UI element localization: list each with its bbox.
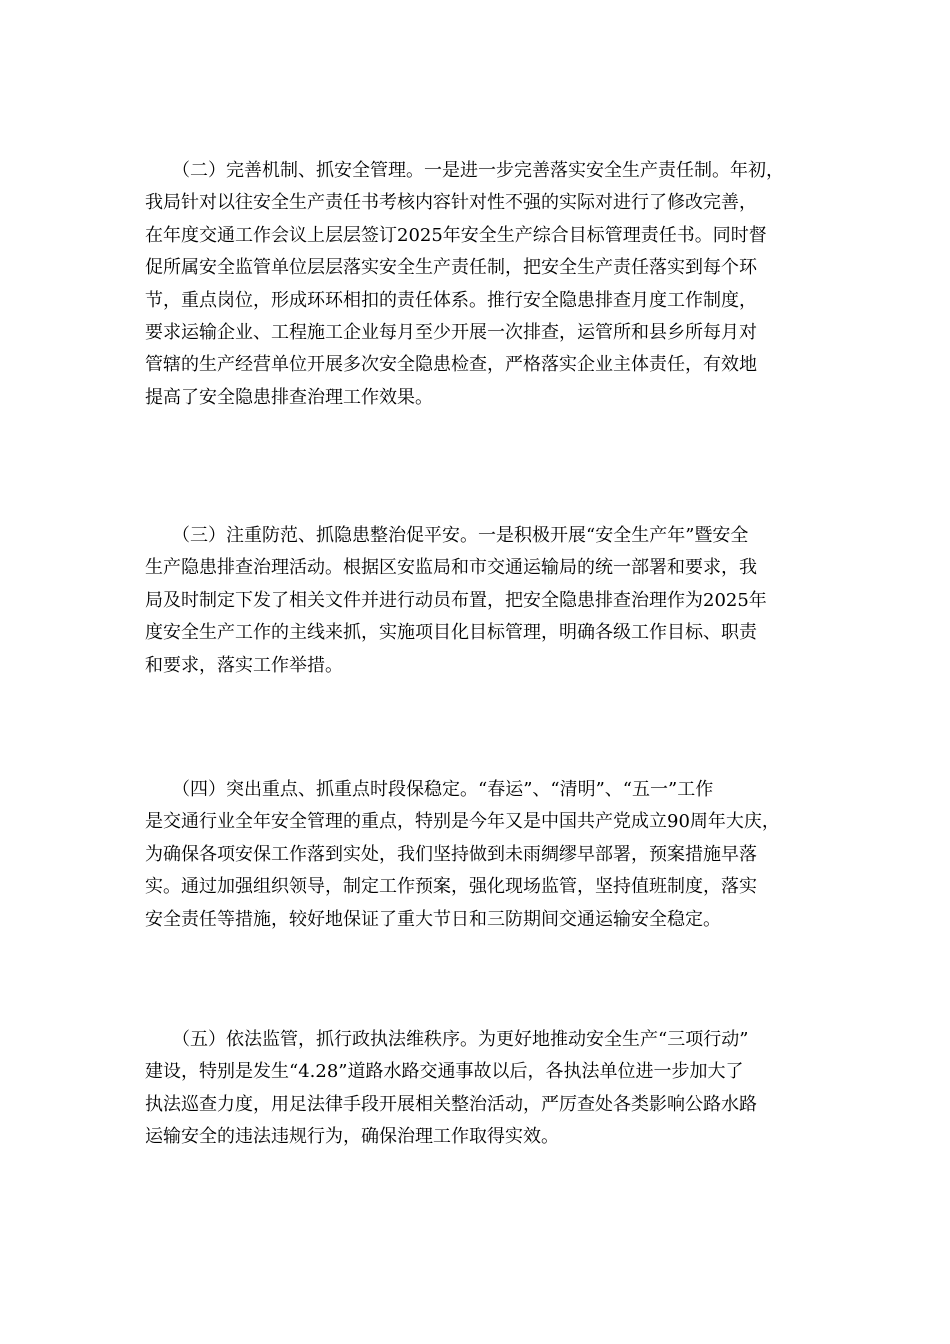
text-line: 提高了安全隐患排查治理工作效果。 (145, 386, 433, 408)
text-line: 节，重点岗位，形成环环相扣的责任体系。推行安全隐患排查月度工作制度， (145, 289, 757, 311)
text-line: 我局针对以往安全生产责任书考核内容针对性不强的实际对进行了修改完善， (145, 192, 757, 214)
text-line: 安全责任等措施，较好地保证了重大节日和三防期间交通运输安全稳定。 (145, 908, 721, 930)
text-line: 为确保各项安保工作落到实处，我们坚持做到未雨绸缪早部署，预案措施早落 (145, 843, 757, 865)
paragraph-key-periods (145, 774, 835, 936)
text-line: 局及时制定下发了相关文件并进行动员布置，把安全隐患排查治理作为2025年 (145, 589, 767, 611)
paragraph-law-enforcement (145, 1024, 835, 1154)
text-line: 是交通行业全年安全管理的重点，特别是今年又是中国共产党成立90周年大庆， (145, 811, 780, 833)
text-line: 促所属安全监管单位层层落实安全生产责任制，把安全生产责任落实到每个环 (145, 257, 757, 279)
paragraph-prevention (145, 520, 835, 682)
text-line: 建设，特别是发生“4.28”道路水路交通事故以后，各执法单位进一步加大了 (145, 1061, 744, 1083)
paragraph-mechanism (145, 155, 835, 414)
text-line: （五）依法监管，抓行政执法维秩序。为更好地推动安全生产“三项行动” (145, 1029, 749, 1050)
text-line: 要求运输企业、工程施工企业每月至少开展一次排查，运管所和县乡所每月对 (145, 321, 757, 343)
text-line: （四）突出重点、抓重点时段保稳定。“春运”、“清明”、“五一”工作 (145, 779, 714, 800)
text-line: 实。通过加强组织领导，制定工作预案，强化现场监管，坚持值班制度，落实 (145, 876, 757, 898)
text-line: （三）注重防范、抓隐患整治促平安。一是积极开展“安全生产年”暨安全 (145, 525, 749, 546)
text-line: 运输安全的违法违规行为，确保治理工作取得实效。 (145, 1126, 559, 1148)
text-line: 在年度交通工作会议上层层签订2025年安全生产综合目标管理责任书。同时督 (145, 224, 767, 246)
text-line: 和要求，落实工作举措。 (145, 654, 343, 676)
text-line: 执法巡查力度，用足法律手段开展相关整治活动，严厉查处各类影响公路水路 (145, 1093, 757, 1115)
text-line: 管辖的生产经营单位开展多次安全隐患检查，严格落实企业主体责任，有效地 (145, 354, 757, 376)
text-line: 度安全生产工作的主线来抓，实施项目化目标管理，明确各级工作目标、职责 (145, 622, 757, 644)
text-line: 生产隐患排查治理活动。根据区安监局和市交通运输局的统一部署和要求，我 (145, 557, 757, 579)
text-line: （二）完善机制、抓安全管理。一是进一步完善落实安全生产责任制。年初， (145, 160, 784, 181)
